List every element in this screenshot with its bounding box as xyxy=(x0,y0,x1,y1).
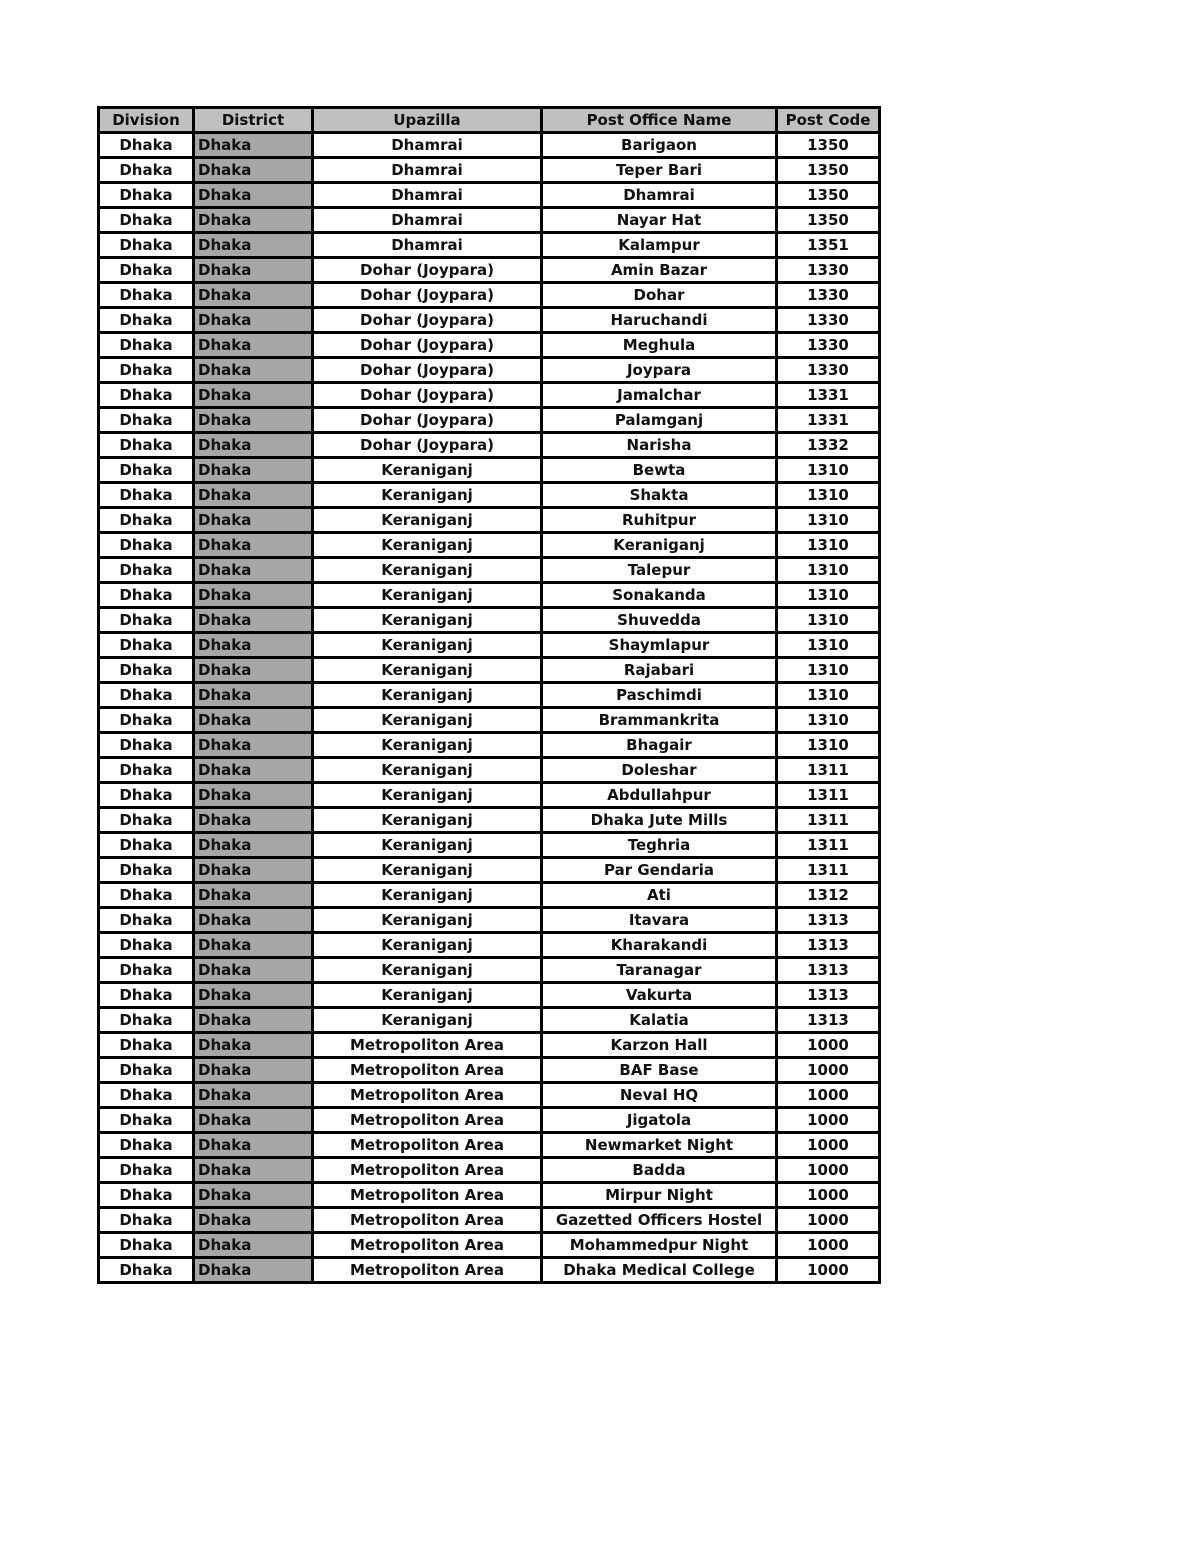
table-row xyxy=(99,583,880,608)
cell-division: Dhaka xyxy=(99,1058,194,1083)
header-post-code: Post Code xyxy=(777,108,880,133)
post-office-table xyxy=(97,106,881,1284)
table-row xyxy=(99,158,880,183)
header-division: Division xyxy=(99,108,194,133)
table-row xyxy=(99,958,880,983)
cell-division: Dhaka xyxy=(99,1158,194,1183)
header-upazilla: Upazilla xyxy=(313,108,542,133)
table-row xyxy=(99,908,880,933)
cell-post-office-name: Paschimdi xyxy=(542,683,777,708)
table-row xyxy=(99,1133,880,1158)
cell-post-office-name: Gazetted Officers Hostel xyxy=(542,1208,777,1233)
cell-district: Dhaka xyxy=(194,883,313,908)
cell-post-code: 1000 xyxy=(777,1183,880,1208)
cell-division: Dhaka xyxy=(99,983,194,1008)
cell-division: Dhaka xyxy=(99,483,194,508)
cell-district: Dhaka xyxy=(194,783,313,808)
cell-post-office-name: Narisha xyxy=(542,433,777,458)
cell-district: Dhaka xyxy=(194,1258,313,1283)
cell-upazilla: Metropoliton Area xyxy=(313,1133,542,1158)
cell-upazilla: Dhamrai xyxy=(313,233,542,258)
table-row xyxy=(99,183,880,208)
cell-post-office-name: Itavara xyxy=(542,908,777,933)
cell-upazilla: Dohar (Joypara) xyxy=(313,408,542,433)
table-row xyxy=(99,558,880,583)
cell-post-code: 1313 xyxy=(777,908,880,933)
cell-division: Dhaka xyxy=(99,133,194,158)
cell-upazilla: Keraniganj xyxy=(313,908,542,933)
cell-division: Dhaka xyxy=(99,433,194,458)
table-row xyxy=(99,133,880,158)
cell-post-office-name: Kalatia xyxy=(542,1008,777,1033)
cell-district: Dhaka xyxy=(194,833,313,858)
cell-upazilla: Keraniganj xyxy=(313,483,542,508)
cell-district: Dhaka xyxy=(194,733,313,758)
cell-post-office-name: Neval HQ xyxy=(542,1083,777,1108)
cell-division: Dhaka xyxy=(99,958,194,983)
cell-upazilla: Dohar (Joypara) xyxy=(313,308,542,333)
cell-post-office-name: Shakta xyxy=(542,483,777,508)
cell-upazilla: Dohar (Joypara) xyxy=(313,333,542,358)
cell-post-office-name: Amin Bazar xyxy=(542,258,777,283)
cell-district: Dhaka xyxy=(194,658,313,683)
cell-post-office-name: Ati xyxy=(542,883,777,908)
cell-post-office-name: Nayar Hat xyxy=(542,208,777,233)
cell-district: Dhaka xyxy=(194,858,313,883)
cell-post-code: 1000 xyxy=(777,1208,880,1233)
cell-district: Dhaka xyxy=(194,208,313,233)
cell-post-code: 1313 xyxy=(777,958,880,983)
cell-upazilla: Metropoliton Area xyxy=(313,1158,542,1183)
table-row xyxy=(99,383,880,408)
cell-district: Dhaka xyxy=(194,958,313,983)
cell-post-office-name: Kharakandi xyxy=(542,933,777,958)
cell-post-office-name: BAF Base xyxy=(542,1058,777,1083)
cell-post-office-name: Doleshar xyxy=(542,758,777,783)
table-row xyxy=(99,1083,880,1108)
cell-division: Dhaka xyxy=(99,1233,194,1258)
cell-post-code: 1310 xyxy=(777,558,880,583)
cell-district: Dhaka xyxy=(194,1033,313,1058)
table-row xyxy=(99,1058,880,1083)
cell-district: Dhaka xyxy=(194,533,313,558)
cell-post-office-name: Bewta xyxy=(542,458,777,483)
cell-upazilla: Metropoliton Area xyxy=(313,1108,542,1133)
cell-post-office-name: Palamganj xyxy=(542,408,777,433)
cell-post-code: 1000 xyxy=(777,1258,880,1283)
cell-post-code: 1311 xyxy=(777,783,880,808)
cell-district: Dhaka xyxy=(194,483,313,508)
cell-upazilla: Keraniganj xyxy=(313,583,542,608)
cell-upazilla: Metropoliton Area xyxy=(313,1258,542,1283)
cell-district: Dhaka xyxy=(194,983,313,1008)
table-row xyxy=(99,1208,880,1233)
cell-division: Dhaka xyxy=(99,1133,194,1158)
cell-district: Dhaka xyxy=(194,308,313,333)
cell-division: Dhaka xyxy=(99,783,194,808)
cell-post-office-name: Ruhitpur xyxy=(542,508,777,533)
cell-division: Dhaka xyxy=(99,1083,194,1108)
cell-upazilla: Keraniganj xyxy=(313,608,542,633)
cell-upazilla: Dohar (Joypara) xyxy=(313,258,542,283)
cell-post-office-name: Dhaka Medical College xyxy=(542,1258,777,1283)
cell-post-code: 1310 xyxy=(777,608,880,633)
cell-post-code: 1310 xyxy=(777,508,880,533)
cell-post-office-name: Shuvedda xyxy=(542,608,777,633)
cell-post-code: 1313 xyxy=(777,983,880,1008)
cell-post-code: 1310 xyxy=(777,708,880,733)
cell-district: Dhaka xyxy=(194,1183,313,1208)
cell-post-code: 1350 xyxy=(777,208,880,233)
cell-post-office-name: Talepur xyxy=(542,558,777,583)
cell-division: Dhaka xyxy=(99,633,194,658)
cell-post-office-name: Par Gendaria xyxy=(542,858,777,883)
cell-upazilla: Keraniganj xyxy=(313,933,542,958)
cell-post-code: 1310 xyxy=(777,658,880,683)
cell-post-code: 1310 xyxy=(777,633,880,658)
cell-division: Dhaka xyxy=(99,508,194,533)
cell-post-code: 1310 xyxy=(777,583,880,608)
cell-district: Dhaka xyxy=(194,1208,313,1233)
table-row xyxy=(99,608,880,633)
cell-upazilla: Keraniganj xyxy=(313,683,542,708)
table-row xyxy=(99,933,880,958)
cell-division: Dhaka xyxy=(99,558,194,583)
cell-district: Dhaka xyxy=(194,383,313,408)
table-row xyxy=(99,708,880,733)
table-body xyxy=(99,133,880,1283)
table-row xyxy=(99,1108,880,1133)
cell-district: Dhaka xyxy=(194,1158,313,1183)
cell-post-code: 1332 xyxy=(777,433,880,458)
cell-upazilla: Dhamrai xyxy=(313,158,542,183)
table-row xyxy=(99,1183,880,1208)
cell-district: Dhaka xyxy=(194,558,313,583)
cell-division: Dhaka xyxy=(99,1033,194,1058)
cell-post-office-name: Vakurta xyxy=(542,983,777,1008)
table-row xyxy=(99,1033,880,1058)
cell-post-office-name: Dhaka Jute Mills xyxy=(542,808,777,833)
cell-post-office-name: Shaymlapur xyxy=(542,633,777,658)
cell-post-code: 1000 xyxy=(777,1133,880,1158)
cell-post-office-name: Karzon Hall xyxy=(542,1033,777,1058)
cell-division: Dhaka xyxy=(99,908,194,933)
cell-district: Dhaka xyxy=(194,1133,313,1158)
cell-district: Dhaka xyxy=(194,358,313,383)
table-row xyxy=(99,283,880,308)
cell-district: Dhaka xyxy=(194,1108,313,1133)
table-row xyxy=(99,1233,880,1258)
cell-post-code: 1313 xyxy=(777,1008,880,1033)
cell-upazilla: Metropoliton Area xyxy=(313,1233,542,1258)
cell-division: Dhaka xyxy=(99,1008,194,1033)
cell-division: Dhaka xyxy=(99,708,194,733)
table-row xyxy=(99,1158,880,1183)
cell-post-code: 1330 xyxy=(777,308,880,333)
cell-district: Dhaka xyxy=(194,1233,313,1258)
cell-post-code: 1311 xyxy=(777,758,880,783)
cell-post-code: 1310 xyxy=(777,458,880,483)
cell-post-code: 1330 xyxy=(777,258,880,283)
cell-post-office-name: Dhamrai xyxy=(542,183,777,208)
cell-division: Dhaka xyxy=(99,333,194,358)
header-post-office-name: Post Office Name xyxy=(542,108,777,133)
cell-district: Dhaka xyxy=(194,708,313,733)
cell-district: Dhaka xyxy=(194,433,313,458)
cell-division: Dhaka xyxy=(99,358,194,383)
cell-district: Dhaka xyxy=(194,283,313,308)
cell-post-code: 1312 xyxy=(777,883,880,908)
cell-post-office-name: Mohammedpur Night xyxy=(542,1233,777,1258)
cell-district: Dhaka xyxy=(194,633,313,658)
cell-district: Dhaka xyxy=(194,158,313,183)
header-district: District xyxy=(194,108,313,133)
cell-upazilla: Keraniganj xyxy=(313,708,542,733)
cell-post-code: 1000 xyxy=(777,1083,880,1108)
cell-upazilla: Keraniganj xyxy=(313,833,542,858)
table-row xyxy=(99,833,880,858)
cell-post-office-name: Joypara xyxy=(542,358,777,383)
table-row xyxy=(99,633,880,658)
cell-upazilla: Keraniganj xyxy=(313,658,542,683)
table-row xyxy=(99,208,880,233)
cell-division: Dhaka xyxy=(99,233,194,258)
cell-post-code: 1351 xyxy=(777,233,880,258)
cell-district: Dhaka xyxy=(194,133,313,158)
cell-division: Dhaka xyxy=(99,583,194,608)
cell-post-code: 1330 xyxy=(777,283,880,308)
cell-upazilla: Keraniganj xyxy=(313,733,542,758)
cell-post-code: 1310 xyxy=(777,733,880,758)
cell-division: Dhaka xyxy=(99,758,194,783)
cell-post-office-name: Brammankrita xyxy=(542,708,777,733)
table-row xyxy=(99,308,880,333)
table-row xyxy=(99,333,880,358)
table-row xyxy=(99,758,880,783)
cell-post-code: 1331 xyxy=(777,383,880,408)
cell-post-office-name: Teper Bari xyxy=(542,158,777,183)
table-row xyxy=(99,783,880,808)
table-row xyxy=(99,433,880,458)
table-row xyxy=(99,658,880,683)
cell-district: Dhaka xyxy=(194,808,313,833)
cell-district: Dhaka xyxy=(194,233,313,258)
cell-upazilla: Metropoliton Area xyxy=(313,1208,542,1233)
cell-post-office-name: Rajabari xyxy=(542,658,777,683)
cell-upazilla: Keraniganj xyxy=(313,633,542,658)
cell-district: Dhaka xyxy=(194,258,313,283)
cell-upazilla: Keraniganj xyxy=(313,1008,542,1033)
cell-post-code: 1330 xyxy=(777,333,880,358)
table-row xyxy=(99,1008,880,1033)
cell-division: Dhaka xyxy=(99,533,194,558)
spreadsheet-page xyxy=(97,106,881,1284)
cell-post-code: 1350 xyxy=(777,158,880,183)
table-row xyxy=(99,533,880,558)
table-row xyxy=(99,733,880,758)
cell-division: Dhaka xyxy=(99,158,194,183)
cell-post-code: 1310 xyxy=(777,683,880,708)
table-row xyxy=(99,508,880,533)
cell-division: Dhaka xyxy=(99,658,194,683)
cell-district: Dhaka xyxy=(194,1083,313,1108)
cell-district: Dhaka xyxy=(194,608,313,633)
cell-upazilla: Keraniganj xyxy=(313,883,542,908)
cell-post-code: 1350 xyxy=(777,183,880,208)
cell-upazilla: Keraniganj xyxy=(313,558,542,583)
cell-post-office-name: Barigaon xyxy=(542,133,777,158)
cell-upazilla: Keraniganj xyxy=(313,758,542,783)
cell-post-code: 1000 xyxy=(777,1233,880,1258)
cell-post-office-name: Bhagair xyxy=(542,733,777,758)
cell-upazilla: Metropoliton Area xyxy=(313,1183,542,1208)
cell-upazilla: Dohar (Joypara) xyxy=(313,283,542,308)
cell-division: Dhaka xyxy=(99,883,194,908)
cell-upazilla: Keraniganj xyxy=(313,533,542,558)
cell-upazilla: Dohar (Joypara) xyxy=(313,358,542,383)
cell-district: Dhaka xyxy=(194,183,313,208)
cell-division: Dhaka xyxy=(99,383,194,408)
cell-district: Dhaka xyxy=(194,508,313,533)
table-header xyxy=(99,108,880,133)
cell-upazilla: Keraniganj xyxy=(313,508,542,533)
cell-district: Dhaka xyxy=(194,683,313,708)
cell-upazilla: Dhamrai xyxy=(313,183,542,208)
header-row xyxy=(99,108,880,133)
table-row xyxy=(99,458,880,483)
cell-post-code: 1350 xyxy=(777,133,880,158)
table-row xyxy=(99,808,880,833)
cell-upazilla: Keraniganj xyxy=(313,858,542,883)
cell-post-office-name: Jigatola xyxy=(542,1108,777,1133)
cell-upazilla: Keraniganj xyxy=(313,958,542,983)
cell-district: Dhaka xyxy=(194,908,313,933)
cell-upazilla: Dhamrai xyxy=(313,208,542,233)
cell-post-office-name: Kalampur xyxy=(542,233,777,258)
cell-division: Dhaka xyxy=(99,1258,194,1283)
table-row xyxy=(99,1258,880,1283)
cell-division: Dhaka xyxy=(99,1183,194,1208)
cell-post-office-name: Newmarket Night xyxy=(542,1133,777,1158)
cell-district: Dhaka xyxy=(194,1008,313,1033)
cell-division: Dhaka xyxy=(99,1208,194,1233)
cell-post-code: 1331 xyxy=(777,408,880,433)
cell-division: Dhaka xyxy=(99,208,194,233)
cell-division: Dhaka xyxy=(99,308,194,333)
cell-post-code: 1000 xyxy=(777,1158,880,1183)
cell-upazilla: Keraniganj xyxy=(313,983,542,1008)
cell-post-code: 1000 xyxy=(777,1033,880,1058)
table-row xyxy=(99,983,880,1008)
table-row xyxy=(99,858,880,883)
cell-district: Dhaka xyxy=(194,408,313,433)
cell-district: Dhaka xyxy=(194,1058,313,1083)
cell-division: Dhaka xyxy=(99,408,194,433)
cell-district: Dhaka xyxy=(194,758,313,783)
cell-post-code: 1000 xyxy=(777,1108,880,1133)
cell-upazilla: Keraniganj xyxy=(313,808,542,833)
cell-post-code: 1311 xyxy=(777,808,880,833)
cell-upazilla: Metropoliton Area xyxy=(313,1033,542,1058)
cell-division: Dhaka xyxy=(99,808,194,833)
cell-post-code: 1311 xyxy=(777,858,880,883)
cell-post-code: 1000 xyxy=(777,1058,880,1083)
cell-post-office-name: Mirpur Night xyxy=(542,1183,777,1208)
cell-division: Dhaka xyxy=(99,608,194,633)
cell-division: Dhaka xyxy=(99,183,194,208)
cell-post-office-name: Badda xyxy=(542,1158,777,1183)
cell-district: Dhaka xyxy=(194,458,313,483)
cell-post-office-name: Sonakanda xyxy=(542,583,777,608)
cell-division: Dhaka xyxy=(99,933,194,958)
table-row xyxy=(99,683,880,708)
cell-post-code: 1313 xyxy=(777,933,880,958)
cell-district: Dhaka xyxy=(194,933,313,958)
cell-post-code: 1330 xyxy=(777,358,880,383)
cell-post-office-name: Keraniganj xyxy=(542,533,777,558)
table-row xyxy=(99,258,880,283)
cell-division: Dhaka xyxy=(99,833,194,858)
table-row xyxy=(99,358,880,383)
cell-upazilla: Dohar (Joypara) xyxy=(313,433,542,458)
cell-upazilla: Keraniganj xyxy=(313,458,542,483)
cell-post-office-name: Taranagar xyxy=(542,958,777,983)
cell-division: Dhaka xyxy=(99,258,194,283)
cell-district: Dhaka xyxy=(194,333,313,358)
cell-upazilla: Metropoliton Area xyxy=(313,1058,542,1083)
cell-post-code: 1310 xyxy=(777,483,880,508)
cell-post-office-name: Jamalchar xyxy=(542,383,777,408)
cell-post-office-name: Teghria xyxy=(542,833,777,858)
cell-district: Dhaka xyxy=(194,583,313,608)
cell-upazilla: Dohar (Joypara) xyxy=(313,383,542,408)
cell-upazilla: Keraniganj xyxy=(313,783,542,808)
cell-upazilla: Metropoliton Area xyxy=(313,1083,542,1108)
cell-division: Dhaka xyxy=(99,683,194,708)
table-row xyxy=(99,483,880,508)
cell-post-office-name: Haruchandi xyxy=(542,308,777,333)
cell-division: Dhaka xyxy=(99,458,194,483)
cell-post-office-name: Meghula xyxy=(542,333,777,358)
cell-upazilla: Dhamrai xyxy=(313,133,542,158)
cell-division: Dhaka xyxy=(99,1108,194,1133)
cell-post-office-name: Abdullahpur xyxy=(542,783,777,808)
cell-division: Dhaka xyxy=(99,283,194,308)
table-row xyxy=(99,408,880,433)
table-row xyxy=(99,883,880,908)
cell-division: Dhaka xyxy=(99,858,194,883)
table-row xyxy=(99,233,880,258)
cell-division: Dhaka xyxy=(99,733,194,758)
cell-post-code: 1311 xyxy=(777,833,880,858)
cell-post-office-name: Dohar xyxy=(542,283,777,308)
cell-post-code: 1310 xyxy=(777,533,880,558)
